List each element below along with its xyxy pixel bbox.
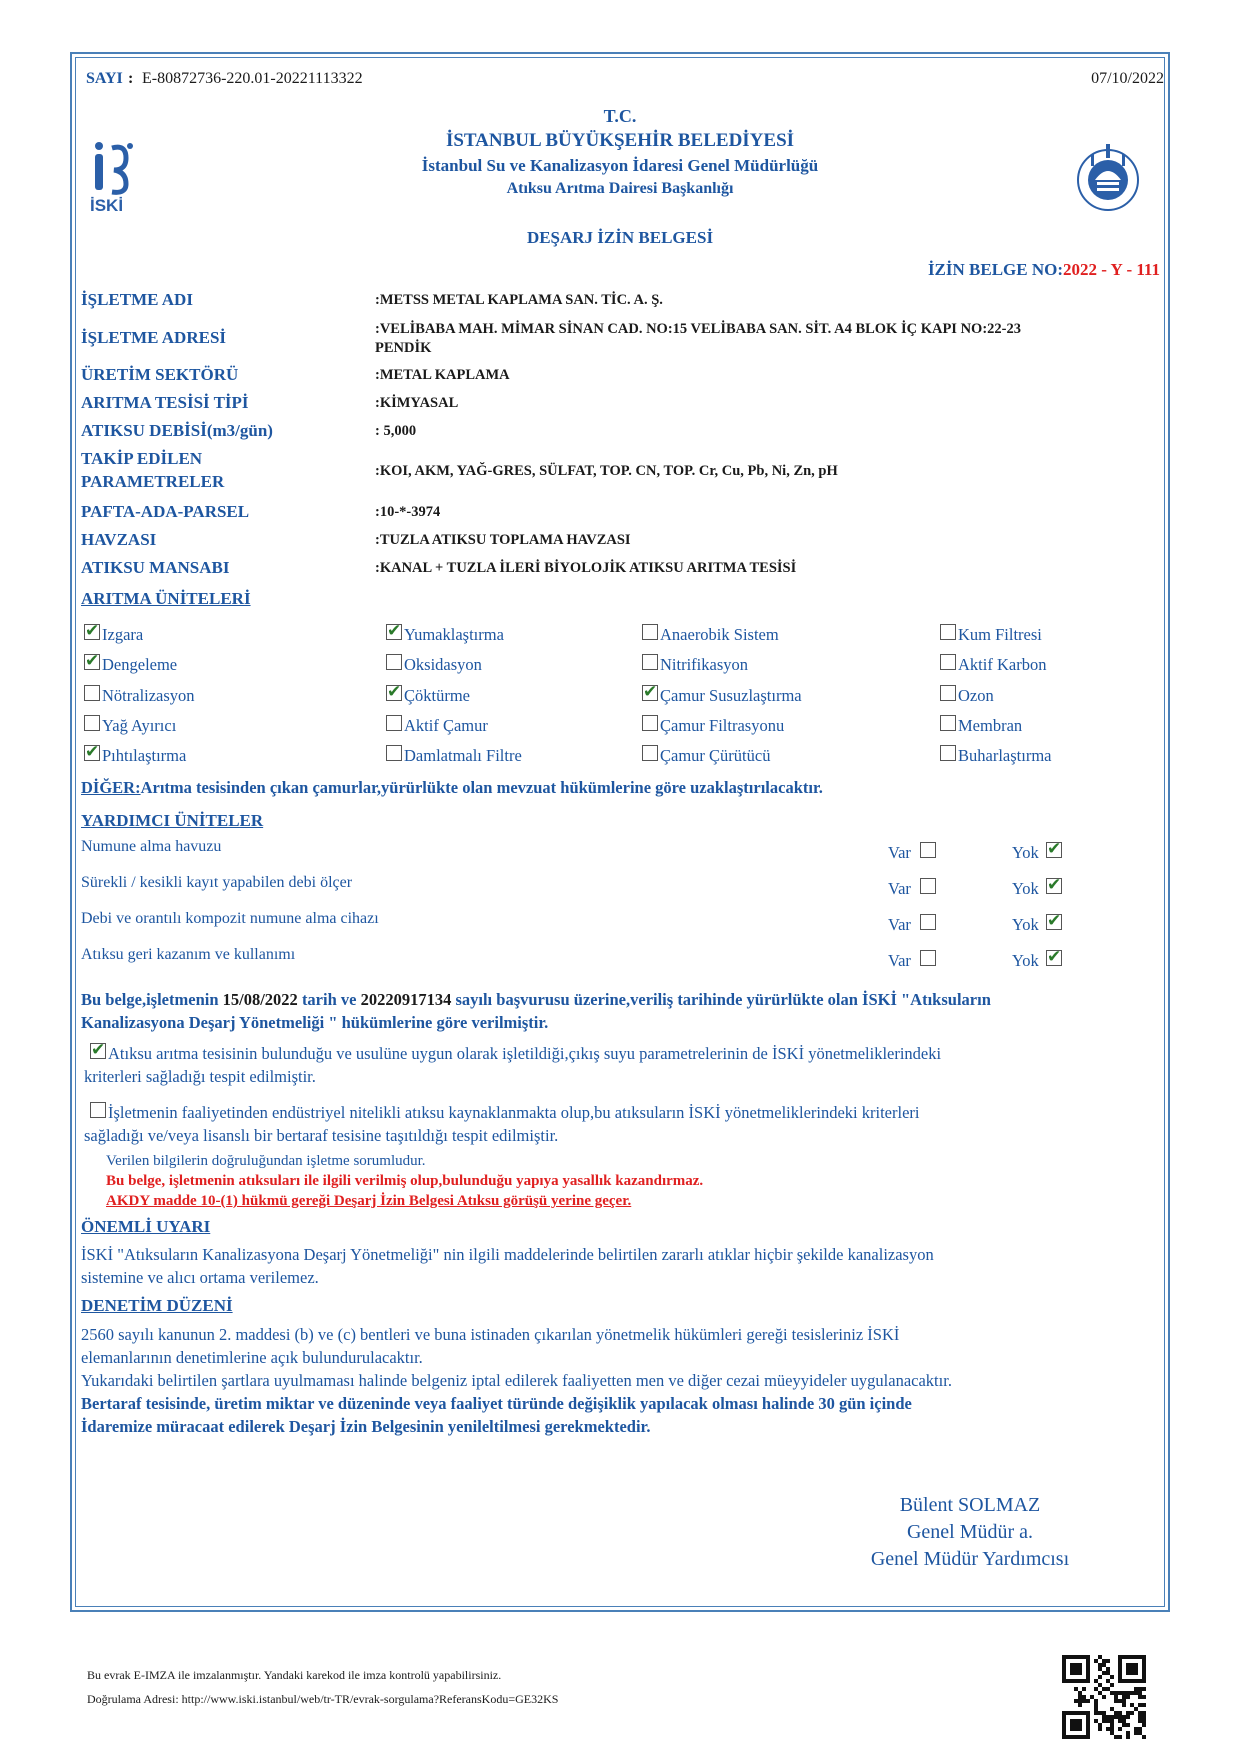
var-checkbox[interactable] (920, 878, 936, 894)
check-icon: ✔ (1047, 839, 1062, 859)
unit-label: Membran (958, 716, 1023, 735)
warning-title: ÖNEMLİ UYARI (81, 1217, 211, 1236)
permit-number (928, 260, 1160, 280)
field-value-business-name: :METSS METAL KAPLAMA SAN. TİC. A. Ş. (375, 292, 663, 308)
unit-label: Çöktürme (404, 686, 470, 705)
auxiliary-units-title: YARDIMCI ÜNİTELER (81, 811, 264, 830)
statement-1-line1: Atıksu arıtma tesisinin bulunduğu ve usulüne uygun olarak işletildiği,çıkış suyu parametrelerinin de İSKİ yönetmeliklerindeki (108, 1044, 942, 1063)
field-label-flow-rate: ATIKSU DEBİSİ(m3/gün) (81, 421, 273, 440)
check-icon: ✔ (1047, 875, 1062, 895)
yok-checkbox[interactable] (1046, 911, 1062, 931)
check-icon: ✔ (1047, 911, 1062, 931)
auxiliary-unit-label: Sürekli / kesikli kayıt yapabilen debi ölçer (81, 874, 353, 891)
yok-label: Yok (1012, 951, 1039, 970)
field-value-treatment-type: :KİMYASAL (375, 395, 459, 411)
field-label-sector: ÜRETİM SEKTÖRÜ (81, 365, 239, 384)
unit-label: Dengeleme (102, 655, 178, 674)
var-label: Var (888, 843, 911, 862)
document-title: DEŞARJ İZİN BELGESİ (526, 228, 714, 247)
var-checkbox[interactable] (920, 914, 936, 930)
warning-line2: sistemine ve alıcı ortama verilemez. (81, 1268, 319, 1287)
treatment-units-title: ARITMA ÜNİTELERİ (81, 589, 251, 608)
unit-checkbox[interactable] (386, 715, 402, 731)
field-value-sector: :METAL KAPLAMA (375, 367, 510, 383)
note-responsibility: Verilen bilgilerin doğruluğundan işletme sorumludur. (106, 1153, 426, 1169)
yok-checkbox[interactable] (1046, 839, 1062, 859)
unit-label: Anaerobik Sistem (660, 625, 779, 644)
unit-checkbox[interactable] (940, 745, 956, 761)
unit-label: Nitrifikasyon (660, 655, 748, 674)
field-value-address: :VELİBABA MAH. MİMAR SİNAN CAD. NO:15 VELİBABA SAN. SİT. A4 BLOK İÇ KAPI NO:22-23 (375, 321, 1021, 337)
signature-name: Bülent SOLMAZ (899, 1494, 1041, 1516)
unit-checkbox[interactable] (940, 715, 956, 731)
application-number: 20220917134 (360, 990, 452, 1009)
sayi-value: E-80872736-220.01-20221113322 (142, 70, 363, 87)
unit-checkbox[interactable] (642, 745, 658, 761)
unit-checkbox[interactable] (386, 621, 402, 641)
var-checkbox[interactable] (920, 950, 936, 966)
unit-label: Yumaklaştırma (404, 625, 504, 644)
issue-text-1: Bu belge,işletmenin (81, 990, 223, 1009)
ibb-logo (1075, 140, 1141, 212)
field-value-flow-rate: : 5,000 (375, 423, 417, 439)
var-label: Var (888, 951, 911, 970)
field-label-address: İŞLETME ADRESİ (81, 328, 227, 347)
check-icon: ✔ (91, 1040, 106, 1060)
field-value-outlet: :KANAL + TUZLA İLERİ BİYOLOJİK ATIKSU ARITMA TESİSİ (375, 560, 797, 576)
statement-2-line1: İşletmenin faaliyetinden endüstriyel nitelikli atıksu kaynaklanmakta olup,bu atıksuların İSKİ yönetmeliklerindeki kriterleri (108, 1103, 920, 1122)
header-subdept: Atıksu Arıtma Dairesi Başkanlığı (506, 180, 734, 197)
unit-checkbox[interactable] (386, 654, 402, 670)
signature-title1: Genel Müdür a. (906, 1521, 1034, 1543)
unit-label: Yağ Ayırıcı (102, 716, 177, 735)
permit-label: İZİN BELGE NO: (927, 260, 1064, 279)
unit-checkbox[interactable] (386, 682, 402, 702)
note-legality: Bu belge, işletmenin atıksuları ile ilgili verilmiş olup,bulunduğu yapıya yasallık kazandırmaz. (106, 1173, 704, 1189)
iski-logo-text: İSKİ (90, 196, 124, 215)
check-icon: ✔ (85, 621, 100, 641)
yok-label: Yok (1012, 879, 1039, 898)
field-label-treatment-type: ARITMA TESİSİ TİPİ (81, 393, 249, 412)
unit-label: Aktif Çamur (404, 716, 488, 735)
var-label: Var (888, 915, 911, 934)
unit-checkbox[interactable] (940, 624, 956, 640)
auxiliary-unit-label: Numune alma havuzu (81, 838, 222, 855)
field-value-basin: :TUZLA ATIKSU TOPLAMA HAVZASI (375, 532, 631, 548)
unit-label: Izgara (102, 625, 144, 644)
header-dept: İstanbul Su ve Kanalizasyon İdaresi Genel Müdürlüğü (421, 156, 819, 175)
warning-line1: İSKİ "Atıksuların Kanalizasyona Deşarj Yönetmeliği" nin ilgili maddelerinde belirtilen zararlı atıklar hiçbir şekilde kanalizasyon (81, 1245, 934, 1264)
footer-verification-url[interactable]: Doğrulama Adresi: http://www.iski.istanbul/web/tr-TR/evrak-sorgulama?ReferansKodu=GE32KS (87, 1692, 559, 1706)
signature-title2: Genel Müdür Yardımcısı (870, 1548, 1070, 1570)
unit-checkbox[interactable] (940, 685, 956, 701)
field-label-business-name: İŞLETME ADI (81, 290, 193, 309)
unit-checkbox[interactable] (84, 742, 100, 762)
ibb-seal-icon (1075, 140, 1141, 212)
yok-label: Yok (1012, 843, 1039, 862)
auxiliary-unit-label: Debi ve orantılı kompozit numune alma cihazı (81, 910, 379, 927)
unit-label: Çamur Filtrasyonu (660, 716, 785, 735)
field-value-address-line2: PENDİK (375, 340, 432, 356)
sayi-label: SAYI (86, 70, 123, 87)
audit-line5: İdaremize müracaat edilerek Deşarj İzin Belgesinin yenileltilmesi gerekmektedir. (81, 1417, 651, 1436)
document-date: 07/10/2022 (1091, 70, 1164, 87)
footer-esign-note: Bu evrak E-IMZA ile imzalanmıştır. Yandaki karekod ile imza kontrolü yapabilirsiniz. (87, 1668, 502, 1682)
audit-line1: 2560 sayılı kanunun 2. maddesi (b) ve (c) bentleri ve buna istinaden çıkarılan yönetmelik hükümleri gereği tesisleriniz İSKİ (81, 1325, 900, 1344)
check-icon: ✔ (85, 742, 100, 762)
issue-text-3: sayılı başvurusu üzerine,veriliş tarihinde yürürlükte olan İSKİ "Atıksuların (451, 990, 991, 1009)
header-org: İSTANBUL BÜYÜKŞEHİR BELEDİYESİ (445, 130, 795, 151)
check-icon: ✔ (643, 682, 658, 702)
unit-checkbox[interactable] (386, 745, 402, 761)
unit-checkbox[interactable] (84, 685, 100, 701)
yok-checkbox[interactable] (1046, 947, 1062, 967)
unit-label: Pıhtılaştırma (102, 746, 187, 765)
unit-label: Kum Filtresi (958, 625, 1042, 644)
yok-checkbox[interactable] (1046, 875, 1062, 895)
auxiliary-unit-label: Atıksu geri kazanım ve kullanımı (81, 946, 296, 963)
unit-label: Oksidasyon (404, 655, 482, 674)
note-akdy: AKDY madde 10-(1) hükmü gereği Deşarj İzin Belgesi Atıksu görüşü yerine geçer. (106, 1193, 632, 1209)
var-label: Var (888, 879, 911, 898)
field-label-basin: HAVZASI (81, 530, 157, 549)
unit-label: Çamur Susuzlaştırma (660, 686, 802, 705)
field-label-parameters-line2: PARAMETRELER (81, 472, 225, 491)
issue-statement (81, 990, 991, 1010)
unit-checkbox[interactable] (642, 624, 658, 640)
field-value-parameters: :KOI, AKM, YAĞ-GRES, SÜLFAT, TOP. CN, TOP. Cr, Cu, Pb, Ni, Zn, pH (375, 463, 838, 479)
yok-label: Yok (1012, 915, 1039, 934)
sayi-colon: : (128, 70, 134, 87)
unit-label: Nötralizasyon (102, 686, 195, 705)
unit-checkbox[interactable] (642, 654, 658, 670)
check-icon: ✔ (387, 682, 402, 702)
application-date: 15/08/2022 (222, 990, 298, 1009)
statement-checkbox-2[interactable] (90, 1102, 106, 1118)
statement-2-line2: sağladığı ve/veya lisanslı bir bertaraf tesisine taşıtıldığı tespit edilmiştir. (84, 1126, 559, 1145)
check-icon: ✔ (387, 621, 402, 641)
unit-label: Ozon (958, 686, 994, 705)
unit-label: Buharlaştırma (958, 746, 1052, 765)
unit-checkbox[interactable] (940, 654, 956, 670)
unit-checkbox[interactable] (642, 715, 658, 731)
unit-label: Damlatmalı Filtre (404, 746, 522, 765)
other-note (81, 778, 823, 798)
other-label: DİĞER: (81, 778, 141, 797)
statement-1-line2: kriterleri sağladığı tespit edilmiştir. (84, 1067, 316, 1086)
audit-line4: Bertaraf tesisinde, üretim miktar ve düzeninde veya faaliyet türünde değişiklik yapılacak olması halinde 30 gün içinde (81, 1394, 912, 1413)
audit-title: DENETİM DÜZENİ (81, 1296, 233, 1315)
unit-checkbox[interactable] (84, 715, 100, 731)
field-label-outlet: ATIKSU MANSABI (81, 558, 230, 577)
field-value-parcel: :10-*-3974 (375, 504, 441, 520)
unit-checkbox[interactable] (642, 682, 658, 702)
field-label-parcel: PAFTA-ADA-PARSEL (81, 502, 250, 521)
iski-logo (90, 140, 134, 216)
qr-code-icon[interactable] (1062, 1655, 1146, 1739)
field-label-parameters: TAKİP EDİLEN (81, 449, 203, 468)
issue-text-2: tarih ve (297, 990, 361, 1009)
other-text: Arıtma tesisinden çıkan çamurlar,yürürlükte olan mevzuat hükümlerine göre uzaklaştırılacaktır. (140, 778, 823, 797)
var-checkbox[interactable] (920, 842, 936, 858)
permit-value: 2022 - Y - 111 (1063, 260, 1160, 279)
statement-checkbox-1[interactable] (90, 1040, 106, 1060)
check-icon: ✔ (1047, 947, 1062, 967)
header-tc: T.C. (603, 106, 637, 126)
issue-statement-line2: Kanalizasyona Deşarj Yönetmeliği " hükümlerine göre verilmiştir. (81, 1013, 549, 1032)
unit-label: Aktif Karbon (958, 655, 1047, 674)
unit-checkbox[interactable] (84, 651, 100, 671)
unit-label: Çamur Çürütücü (660, 746, 771, 765)
audit-line3: Yukarıdaki belirtilen şartlara uyulmaması halinde belgeniz iptal edilerek faaliyetten men ve diğer cezai müeyyideler uygulanacaktır. (81, 1371, 952, 1390)
audit-line2: elemanlarının denetimlerine açık bulundurulacaktır. (81, 1348, 423, 1367)
iski-logo-icon (90, 140, 134, 196)
check-icon: ✔ (85, 651, 100, 671)
unit-checkbox[interactable] (84, 621, 100, 641)
